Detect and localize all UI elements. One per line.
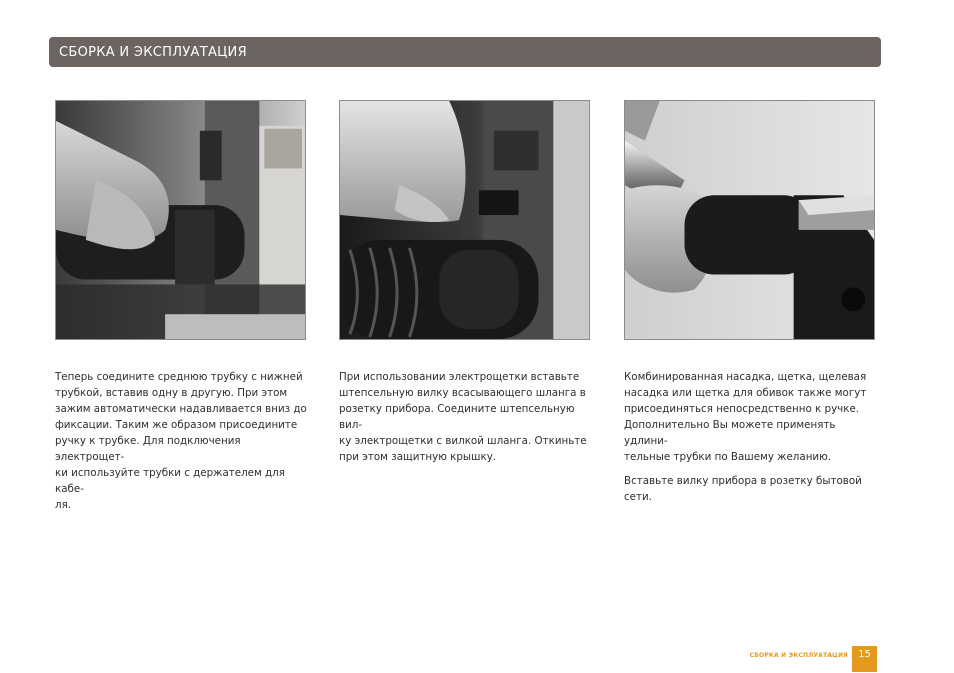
- section-header-bar: [49, 37, 881, 67]
- column-text-2: [339, 369, 594, 473]
- photo-hand-inserting-plug-into-socket: [339, 100, 590, 340]
- photo-hand-attaching-nozzle: [624, 100, 875, 340]
- column-text-3: [624, 369, 879, 513]
- page-number: 15: [852, 646, 877, 672]
- paragraph: Комбинированная насадка, щетка, щелевая насадка или щетка для обивок также могут присоединяться непосредственно к ручке. Дополнительно Вы можете применять удлини- тельные трубки по Вашему желанию.: [624, 371, 867, 463]
- footer-section-label: СБОРКА И ЭКСПЛУАТАЦИЯ: [749, 652, 848, 659]
- paragraph: Вставьте вилку прибора в розетку бытовой сети.: [624, 475, 862, 503]
- section-title: СБОРКА И ЭКСПЛУАТАЦИЯ: [59, 44, 247, 60]
- photo-hand-inserting-hose-into-handle: [55, 100, 306, 340]
- paragraph: При использовании электрощетки вставьте штепсельную вилку всасывающего шланга в розетку прибора. Соедините штепсельную вил- ку электрощетки с вилкой шланга. Откиньте при этом защитную крышку.: [339, 371, 587, 463]
- column-text-1: [55, 369, 310, 521]
- paragraph: Теперь соедините среднюю трубку с нижней трубкой, вставив одну в другую. При этом зажим автоматически надавливается вниз до фиксации. Таким же образом присоедините ручку к трубке. Для подключения электрощет- ки используйте трубки с держателем для кабе- ля.: [55, 371, 307, 511]
